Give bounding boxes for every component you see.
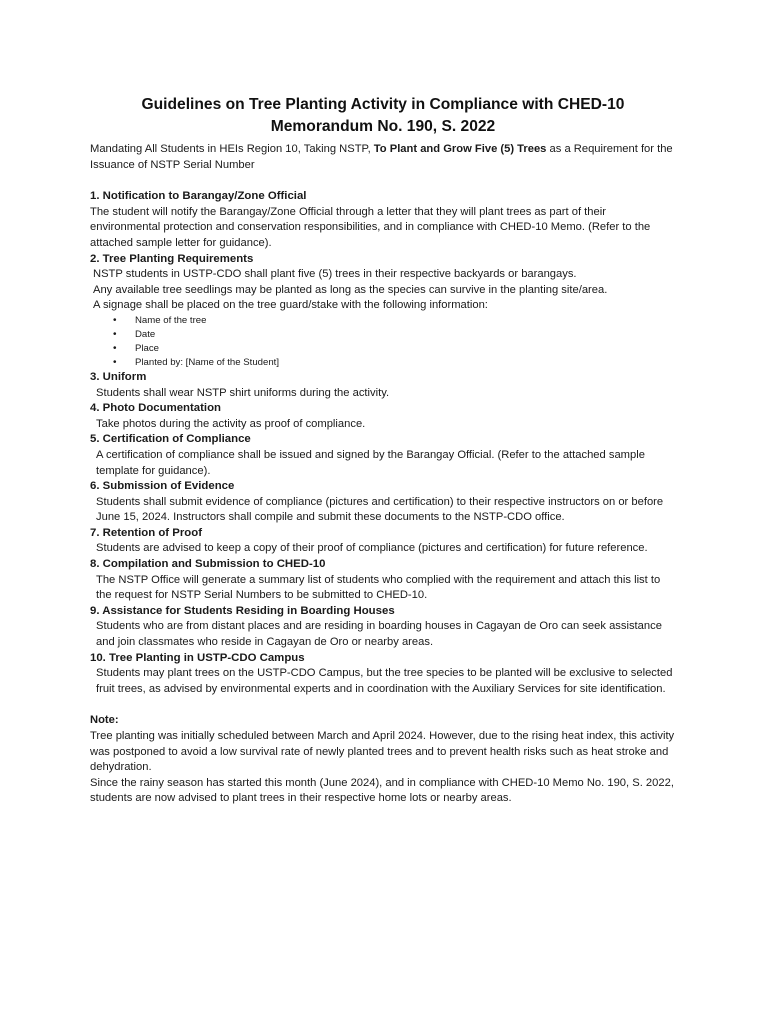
list-item: • Planted by: [Name of the Student]	[135, 356, 676, 370]
section-text: The NSTP Office will generate a summary list of students who complied with the requirement and attach this list to the request for NSTP Serial Numbers to be submitted to CHED-10.	[96, 573, 661, 602]
section-submission	[90, 479, 676, 526]
list-item: • Name of the tree	[135, 314, 676, 328]
section-text: Any available tree seedlings may be planted as long as the species can survive in the planting site/area.	[93, 283, 608, 296]
document-title: Guidelines on Tree Planting Activity in Compliance with CHED-10 Memorandum No. 190, S. 2022	[141, 96, 625, 135]
intro-text-end: as a Requirement for the Issuance of NSTP Serial Number	[90, 143, 673, 171]
intro-text: Mandating All Students in HEIs Region 10, Taking NSTP,	[90, 143, 374, 155]
section-title: 8. Compilation and Submission to CHED-10	[90, 558, 326, 571]
document-page	[90, 94, 676, 807]
note-paragraph: Since the rainy season has started this month (June 2024), and in compliance with CHED-10 Memo No. 190, S. 2022, students are now advised to plant trees in their respective home lots or nearby areas.	[90, 776, 674, 805]
note-paragraph: Tree planting was initially scheduled between March and April 2024. However, due to the rising heat index, this activity was postponed to avoid a low survival rate of newly planted trees and to prevent health risks such as heat stroke and dehydration.	[90, 730, 675, 774]
section-text: Students shall submit evidence of compliance (pictures and certification) to their respective instructors on or before June 15, 2024. Instructors shall compile and submit these documents to the NSTP-CDO office.	[96, 495, 664, 524]
section-notification	[90, 189, 676, 251]
section-text: A signage shall be placed on the tree guard/stake with the following information:	[93, 299, 488, 312]
section-compilation	[90, 557, 676, 604]
section-text: Students are advised to keep a copy of their proof of compliance (pictures and certification) for future reference.	[96, 542, 648, 555]
note-block	[90, 713, 676, 807]
section-photo-documentation	[90, 401, 676, 432]
signage-info-list	[90, 314, 676, 370]
section-title: 2. Tree Planting Requirements	[90, 252, 254, 265]
section-title: 7. Retention of Proof	[90, 526, 203, 539]
section-campus-planting	[90, 651, 676, 698]
section-title: 10. Tree Planting in USTP-CDO Campus	[90, 651, 305, 664]
section-text: Students shall wear NSTP shirt uniforms during the activity.	[96, 386, 390, 399]
section-text: A certification of compliance shall be issued and signed by the Barangay Official. (Refer to the attached sample template for guidance).	[96, 448, 645, 477]
section-title: 1. Notification to Barangay/Zone Official	[90, 190, 307, 203]
intro-paragraph	[90, 142, 676, 173]
section-title: 6. Submission of Evidence	[90, 480, 235, 493]
list-item: • Date	[135, 328, 676, 342]
section-text: The student will notify the Barangay/Zone Official through a letter that they will plant trees as part of their environmental protection and conservation responsibilities, and in compliance with CHED-10 Memo. (Refer to the attached sample letter for guidance).	[90, 205, 651, 249]
section-title: 3. Uniform	[90, 370, 147, 383]
intro-emphasis: To Plant and Grow Five (5) Trees	[373, 143, 547, 155]
list-item: • Place	[135, 342, 676, 356]
section-boarding-houses	[90, 604, 676, 651]
section-text: Take photos during the activity as proof of compliance.	[96, 417, 366, 430]
section-retention	[90, 526, 676, 557]
section-text: Students who are from distant places and are residing in boarding houses in Cagayan de Oro can seek assistance and join classmates who reside in Cagayan de Oro or nearby areas.	[96, 620, 662, 649]
section-tree-planting-requirements	[90, 252, 676, 370]
section-title: 4. Photo Documentation	[90, 402, 221, 415]
section-text: Students may plant trees on the USTP-CDO Campus, but the tree species to be planted will be exclusive to selected fruit trees, as advised by environmental experts and in coordination with the Auxiliary Services for site identification.	[96, 667, 673, 695]
section-text: NSTP students in USTP-CDO shall plant five (5) trees in their respective backyards or barangays.	[93, 268, 577, 281]
section-certification	[90, 432, 676, 479]
section-title: 9. Assistance for Students Residing in Boarding Houses	[90, 604, 395, 617]
section-title: 5. Certification of Compliance	[90, 433, 251, 446]
note-title: Note:	[90, 714, 119, 727]
section-uniform	[90, 370, 676, 401]
